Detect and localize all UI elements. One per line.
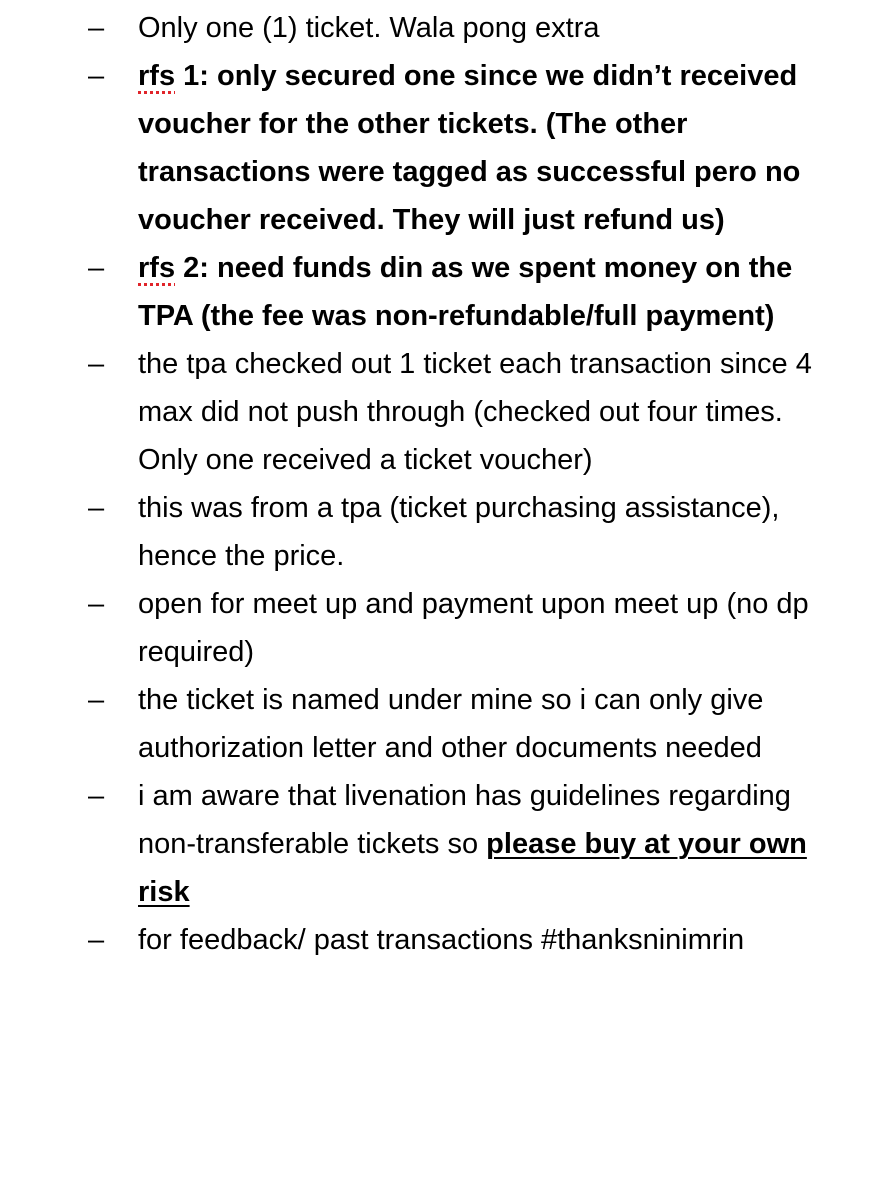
- list-item: [0, 580, 890, 676]
- list-item: [0, 484, 890, 580]
- notes-list: [0, 4, 890, 964]
- spellcheck-word: rfs: [138, 252, 176, 284]
- bullet-dash: –: [88, 924, 105, 956]
- list-item: [0, 772, 890, 916]
- bullet-dash: –: [88, 252, 105, 284]
- bullet-dash: –: [88, 780, 105, 812]
- spellcheck-word: rfs: [138, 60, 176, 92]
- item-text: open for meet up and payment upon meet up (no dp required): [138, 588, 809, 668]
- item-text: for feedback/ past transactions #thanksninimrin: [138, 924, 745, 956]
- bullet-dash: –: [88, 684, 105, 716]
- item-text: 1: only secured one since we didn’t received voucher for the other tickets. (The other transactions were tagged as successful pero no voucher received. They will just refund us): [138, 60, 801, 236]
- item-text: 2: need funds din as we spent money on the TPA (the fee was non-refundable/full payment): [138, 252, 793, 332]
- list-item: [0, 4, 890, 52]
- item-text: i am aware that livenation has guidelines regarding non-transferable tickets so: [138, 780, 791, 860]
- bullet-dash: –: [88, 588, 105, 620]
- bullet-dash: –: [88, 492, 105, 524]
- item-text: the ticket is named under mine so i can only give authorization letter and other documents needed: [138, 684, 764, 764]
- list-item: [0, 52, 890, 244]
- list-item: [0, 244, 890, 340]
- list-item: [0, 340, 890, 484]
- bullet-dash: –: [88, 60, 105, 92]
- item-text: this was from a tpa (ticket purchasing assistance), hence the price.: [138, 492, 780, 572]
- list-item: [0, 676, 890, 772]
- item-text: Only one (1) ticket. Wala pong extra: [138, 12, 600, 44]
- item-text: the tpa checked out 1 ticket each transaction since 4 max did not push through (checked out four times. Only one received a ticket voucher): [138, 348, 812, 476]
- bullet-dash: –: [88, 12, 105, 44]
- risk-warning-text: please buy at your own risk: [138, 828, 807, 908]
- bullet-dash: –: [88, 348, 105, 380]
- list-item: [0, 916, 890, 964]
